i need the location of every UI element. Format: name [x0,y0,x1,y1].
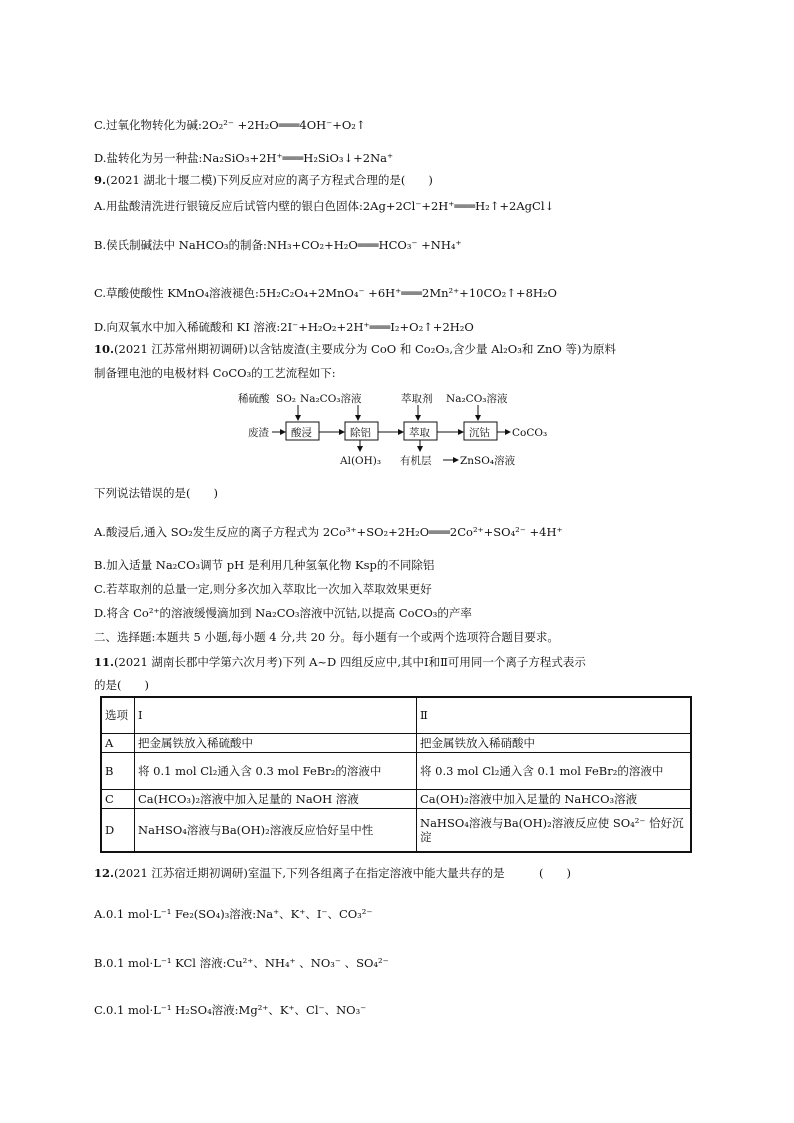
q9-option-b: B.侯氏制碱法中 NaHCO₃的制备:NH₃+CO₂+H₂O═══HCO₃⁻ +NH₄⁺ [94,238,462,252]
reagent-sulfuric-acid: 稀硫酸 [238,393,270,405]
question-11-stem-line2: 的是( ) [94,678,149,692]
table-cell: C [101,789,135,808]
table-cell: 把金属铁放入稀硫酸中 [135,733,417,752]
q9-option-c: C.草酸使酸性 KMnO₄溶液褪色:5H₂C₂O₄+2MnO₄⁻ +6H⁺═══2Mn²⁺+10CO₂↑+8H₂O [94,286,557,300]
table-cell: Ca(HCO₃)₂溶液中加入足量的 NaOH 溶液 [135,789,417,808]
q12-option-c: C.0.1 mol·L⁻¹ H₂SO₄溶液:Mg²⁺、K⁺、Cl⁻、NO₃⁻ [94,1003,367,1017]
question-9-stem: (2021 湖北十堰二模)下列反应对应的离子方程式合理的是( ) [106,173,433,187]
process-flow-diagram [238,390,568,470]
question-11-stem-line1: (2021 湖南长郡中学第六次月考)下列 A~D 四组反应中,其中Ⅰ和Ⅱ可用同一个离子方程式表示 [114,655,586,669]
question-10-stem-line2: 制备锂电池的电极材料 CoCO₃的工艺流程如下: [94,366,336,380]
step-extract: 萃取 [409,427,430,439]
input-waste: 废渣 [248,427,269,439]
table-cell: Ca(OH)₂溶液中加入足量的 NaHCO₃溶液 [417,789,692,808]
table-cell: B [101,752,135,789]
q10-option-c: C.若萃取剂的总量一定,则分多次加入萃取比一次加入萃取效果更好 [94,582,432,596]
table-row [101,789,691,808]
table-row [101,808,691,852]
option-c-peroxide: C.过氧化物转化为碱:2O₂²⁻ +2H₂O═══4OH⁻+O₂↑ [94,118,366,132]
step-acid-leach: 酸浸 [291,427,312,439]
question-12-stem: (2021 江苏宿迁期初调研)室温下,下列各组离子在指定溶液中能大量共存的是 ( ) [114,866,572,880]
step-remove-al: 除铝 [350,427,371,439]
output-coco3: CoCO₃ [512,427,548,439]
organic-layer: 有机层 [400,455,432,467]
reagent-so2: SO₂ [276,393,297,405]
option-d-salt: D.盐转化为另一种盐:Na₂SiO₃+2H⁺═══H₂SiO₃↓+2Na⁺ [94,151,394,165]
table-cell: A [101,733,135,752]
question-11 [94,655,586,669]
reagent-na2co3: Na₂CO₃溶液 [300,393,362,405]
table-header-cell: Ⅱ [417,697,692,733]
question-10-stem-line1: (2021 江苏常州期初调研)以含钴废渣(主要成分为 CoO 和 Co₂O₃,含少量 Al₂O₃和 ZnO 等)为原料 [114,342,616,356]
table-header-cell: 选项 [101,697,135,733]
q10-option-d: D.将含 Co²⁺的溶液缓慢滴加到 Na₂CO₃溶液中沉钴,以提高 CoCO₃的产率 [94,606,472,620]
q9-option-a: A.用盐酸清洗进行银镜反应后试管内壁的银白色固体:2Ag+2Cl⁻+2H⁺═══H₂↑+2AgCl↓ [94,199,555,213]
table-cell: 将 0.1 mol Cl₂通入含 0.3 mol FeBr₂的溶液中 [135,752,417,789]
table-header-row [101,697,691,733]
q10-option-a: A.酸浸后,通入 SO₂发生反应的离子方程式为 2Co³⁺+SO₂+2H₂O═══2Co²⁺+SO₄²⁻ +4H⁺ [94,525,563,539]
question-12 [94,866,571,880]
table-cell: 将 0.3 mol Cl₂通入含 0.1 mol FeBr₂的溶液中 [417,752,692,789]
reagent-na2co3-2: Na₂CO₃溶液 [446,393,508,405]
section-2-heading: 二、选择题:本题共 5 小题,每小题 4 分,共 20 分。每小题有一个或两个选项符合题目要求。 [94,630,559,644]
q11-options-table [100,696,692,853]
question-10-number: 10. [94,342,115,356]
table-row [101,733,691,752]
q12-option-b: B.0.1 mol·L⁻¹ KCl 溶液:Cu²⁺、NH₄⁺ 、NO₃⁻ 、SO₄²⁻ [94,956,389,970]
step-precipitate-co: 沉钴 [469,427,490,439]
table-cell: 把金属铁放入稀硝酸中 [417,733,692,752]
q10-ask: 下列说法错误的是( ) [94,486,218,500]
znso4-solution: ZnSO₄溶液 [460,455,516,467]
reagent-extractant: 萃取剂 [401,393,433,405]
q9-option-d: D.向双氧水中加入稀硫酸和 KI 溶液:2I⁻+H₂O₂+2H⁺═══I₂+O₂↑+2H₂O [94,320,474,334]
question-10 [94,342,616,356]
byproduct-aloh3: Al(OH)₃ [340,455,382,467]
question-12-number: 12. [94,866,115,880]
question-9-number: 9. [94,173,107,187]
table-cell: D [101,808,135,852]
table-row [101,752,691,789]
question-9 [94,173,433,187]
q12-option-a: A.0.1 mol·L⁻¹ Fe₂(SO₄)₃溶液:Na⁺、K⁺、I⁻、CO₃²⁻ [94,907,373,921]
table-cell: NaHSO₄溶液与Ba(OH)₂溶液反应使 SO₄²⁻ 恰好沉淀 [417,808,692,852]
question-11-number: 11. [94,655,115,669]
table-cell: NaHSO₄溶液与Ba(OH)₂溶液反应恰好呈中性 [135,808,417,852]
q10-option-b: B.加入适量 Na₂CO₃调节 pH 是利用几种氢氧化物 Ksp的不同除铝 [94,558,435,572]
table-header-cell: Ⅰ [135,697,417,733]
